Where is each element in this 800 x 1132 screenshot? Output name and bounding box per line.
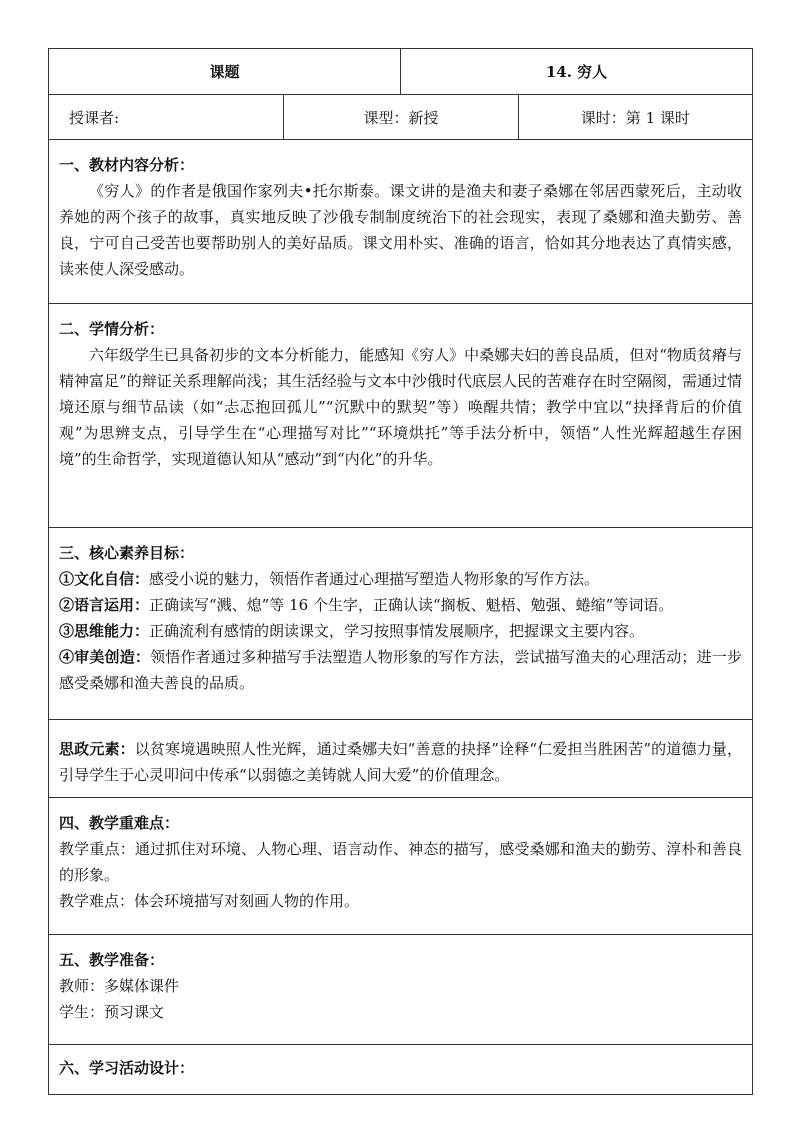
section-heading: 二、学情分析： [59, 320, 165, 338]
goal-text: 正确读写“溅、熄”等 16 个生字，正确认读“搁板、魁梧、勉强、蜷缩”等词语。 [149, 596, 674, 614]
title-row [49, 49, 752, 95]
goal-text: 感受小说的魅力，领悟作者通过心理描写塑造人物形象的写作方法。 [149, 570, 600, 588]
goal-item [59, 592, 742, 618]
lesson-hours-cell: 课时：第 1 课时 [518, 95, 752, 139]
section-learner-analysis [49, 304, 752, 528]
section-ideology [49, 720, 752, 798]
section-body: 《穷人》的作者是俄国作家列夫•托尔斯泰。课文讲的是渔夫和妻子桑娜在邻居西蒙死后，主动收养她的两个孩子的故事，真实地反映了沙俄专制制度统治下的社会现实，表现了桑娜和渔夫勤劳、善良，宁可自己受苦也要帮助别人的美好品质。课文用朴实、准确的语言，恰如其分地表达了真情实感，读来使人深受感动。 [59, 182, 742, 278]
lesson-type-cell: 课型：新授 [283, 95, 517, 139]
goal-text: 正确流利有感情的朗读课文，学习按照事情发展顺序，把握课文主要内容。 [149, 622, 645, 640]
goal-text: 领悟作者通过多种描写手法塑造人物形象的写作方法，尝试描写渔夫的心理活动；进一步感受桑娜和渔夫善良的品质。 [59, 648, 742, 692]
section-heading: 四、教学重难点： [59, 814, 180, 832]
section-core-goals [49, 528, 752, 720]
goal-label: ②语言运用： [59, 596, 150, 614]
key-point: 教学重点：通过抓住对环境、人物心理、语言动作、神态的描写，感受桑娜和渔夫的勤劳、淳朴和善良的形象。 [59, 840, 742, 884]
goal-label: ①文化自信： [59, 570, 150, 588]
section-body: 六年级学生已具备初步的文本分析能力，能感知《穷人》中桑娜夫妇的善良品质，但对“物质贫瘠与精神富足”的辩证关系理解尚浅；其生活经验与文本中沙俄时代底层人民的苦难存在时空隔阂，需通过情境还原与细节品读（如“忐忑抱回孤儿”“沉默中的默契”等）唤醒共情；教学中宜以“抉择背后的价值观”为思辨支点，引导学生在“心理描写对比”“环境烘托”等手法分析中，领悟“人性光辉超越生存困境”的生命哲学，实现道德认知从“感动”到“内化”的升华。 [59, 346, 742, 468]
difficult-point: 教学难点：体会环境描写对刻画人物的作用。 [59, 892, 360, 910]
section-heading: 六、学习活动设计： [59, 1059, 195, 1077]
section-heading: 一、教材内容分析： [59, 156, 195, 174]
ideology-label: 思政元素： [59, 740, 135, 758]
section-preparation [49, 935, 752, 1045]
goal-item [59, 618, 742, 644]
goal-label: ④审美创造： [59, 648, 151, 666]
student-preparation: 学生：预习课文 [59, 1003, 165, 1021]
ideology-text: 以贫寒境遇映照人性光辉，通过桑娜夫妇“善意的抉择”诠释“仁爱担当胜困苦”的道德力量，引导学生于心灵叩问中传承“以弱德之美铸就人间大爱”的价值理念。 [59, 740, 742, 784]
goal-item [59, 566, 742, 592]
info-row [49, 95, 752, 140]
section-material-analysis [49, 140, 752, 304]
lesson-title: 14. 穷人 [400, 49, 752, 94]
section-heading: 三、核心素养目标： [59, 544, 195, 562]
goal-item [59, 644, 742, 696]
ideology-paragraph [59, 736, 742, 788]
teacher-cell: 授课者: [69, 108, 120, 127]
section-activity-design [49, 1045, 752, 1095]
section-key-difficult [49, 798, 752, 935]
title-label-cell: 课题 [209, 63, 240, 81]
teacher-preparation: 教师：多媒体课件 [59, 977, 180, 995]
lesson-plan-table [48, 48, 753, 1095]
goal-label: ③思维能力： [59, 622, 150, 640]
section-heading: 五、教学准备： [59, 951, 165, 969]
